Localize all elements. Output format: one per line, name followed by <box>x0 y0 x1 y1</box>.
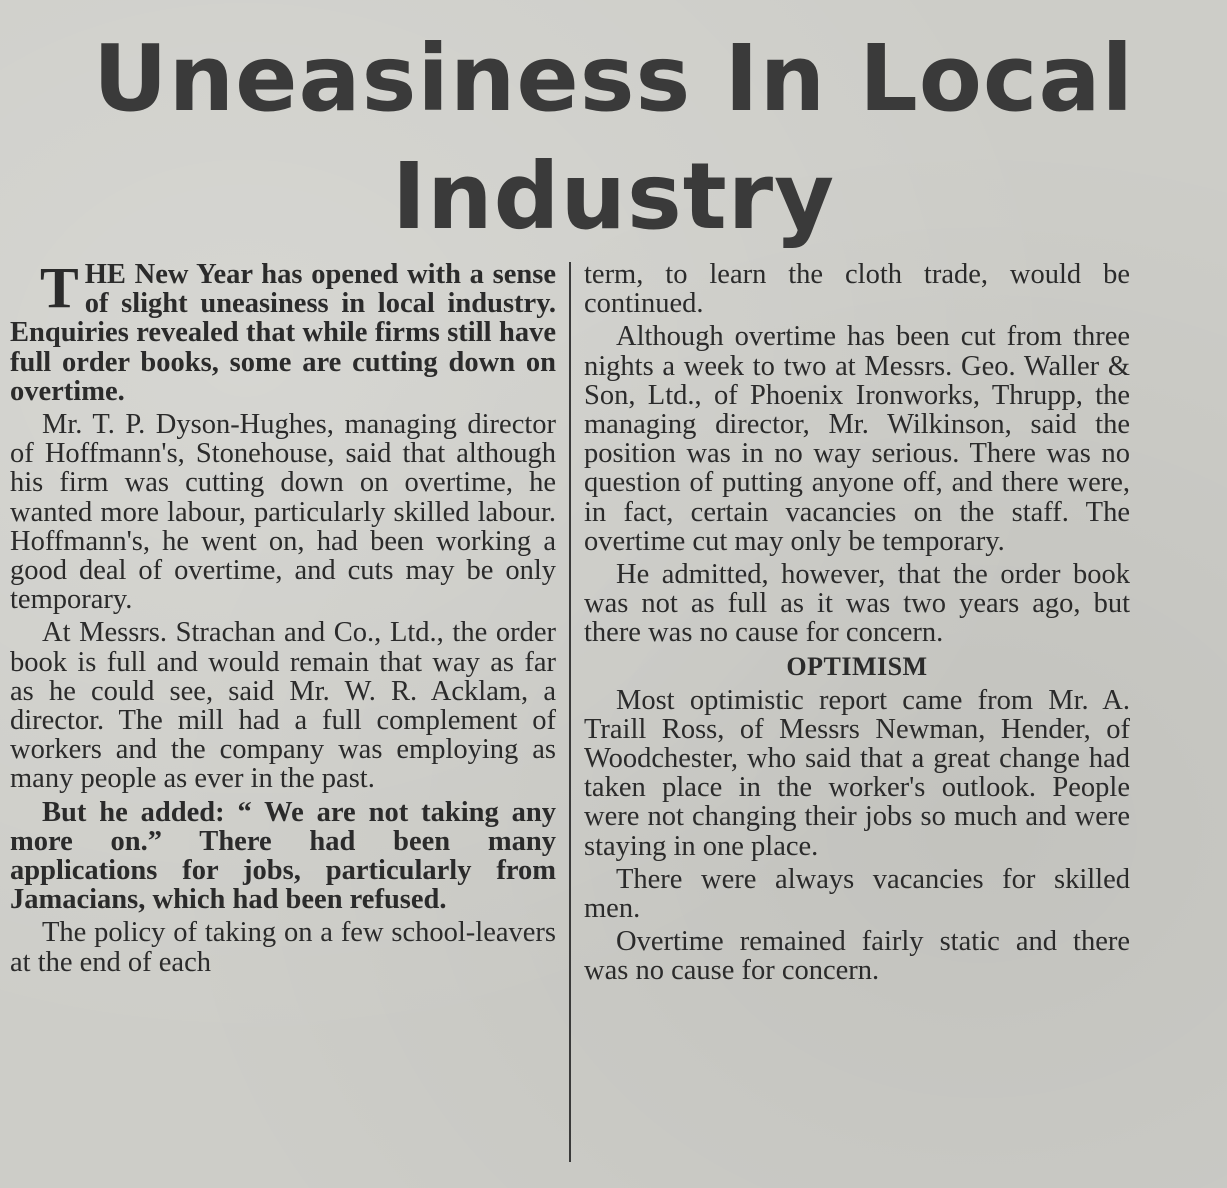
paragraph-traill-ross: Most optimistic report came from Mr. A. Traill Ross, of Messrs Newman, Hender, of Woodchester, who said that a great change had taken place in the worker's outlook. People were not changing their jobs so much and were staying in one place. <box>584 684 1130 862</box>
paragraph-continued: term, to learn the cloth trade, would be continued. <box>584 259 1130 320</box>
lead-paragraph <box>10 255 556 407</box>
headline-line-1: Uneasiness In Local <box>92 25 1135 132</box>
headline-line-2: Industry <box>391 143 836 250</box>
paragraph-vacancies: There were always vacancies for skilled men. <box>584 863 1130 925</box>
column-rule <box>569 262 571 1162</box>
lead-text: HE New Year has opened with a sense of slight uneasiness in local industry. Enquiries revealed that while firms still have full order books, some are cutting down on overtime. <box>10 259 556 407</box>
paragraph-strachan: At Messrs. Strachan and Co., Ltd., the order book is full and would remain that way as far as he could see, said Mr. W. R. Acklam, a director. The mill had a full complement of workers and the company was employing as many people as ever in the past. <box>10 617 556 795</box>
paragraph-school-leavers: The policy of taking on a few school-leavers at the end of each <box>10 917 556 978</box>
drop-cap: T <box>40 255 79 320</box>
paragraph-overtime-static: Overtime remained fairly static and there was no cause for concern. <box>584 926 1130 987</box>
paragraph-order-book: He admitted, however, that the order book was not as full as it was two years ago, but there was no cause for concern. <box>584 559 1130 649</box>
subheading-optimism: OPTIMISM <box>786 651 928 681</box>
article-column-left <box>10 255 556 981</box>
paragraph-dyson-hughes: Mr. T. P. Dyson-Hughes, managing director of Hoffmann's, Stonehouse, said that although his firm was cutting down on overtime, he wanted more labour, particularly skilled labour. Hoffmann's, he went on, had been working a good deal of overtime, and cuts may be only temporary. <box>10 409 556 616</box>
headline <box>0 20 1227 256</box>
paragraph-not-taking-more: But he added: “ We are not taking any more on.” There had been many applications for jobs, particularly from Jamacians, which had been refused. <box>10 796 556 916</box>
paragraph-waller: Although overtime has been cut from three nights a week to two at Messrs. Geo. Waller & Son, Ltd., of Phoenix Ironworks, Thrupp, the managing director, Mr. Wilkinson, said the position was in no way serious. There was no question of putting anyone off, and there were, in fact, certain vacancies on the staff. The overtime cut may only be temporary. <box>584 321 1130 557</box>
article-column-right <box>584 260 1130 990</box>
